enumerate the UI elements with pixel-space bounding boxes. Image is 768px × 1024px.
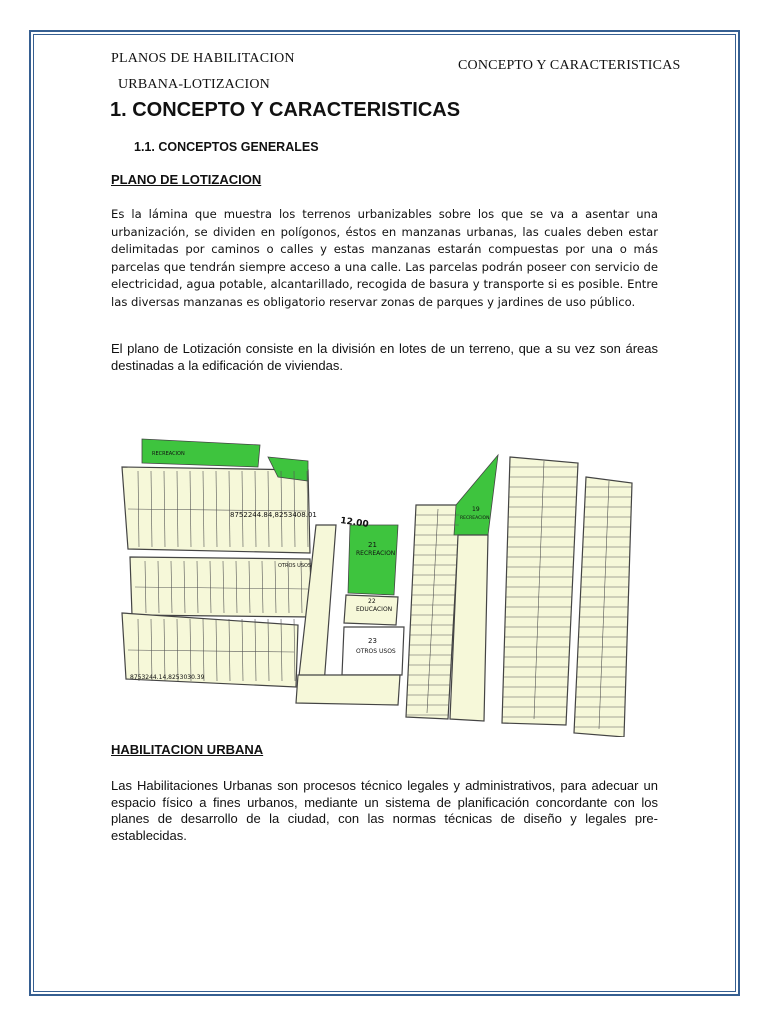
header-left-line2: URBANA-LOTIZACION [118,77,270,92]
label-otros-usos-center: OTROS USOS [356,648,396,655]
section-title: 1. CONCEPTO Y CARACTERISTICAS [110,99,461,121]
label-lot-21: 21 [368,541,377,549]
label-street-width: 12.00 [339,516,370,530]
label-coords-bottom: 8753244.14,8253030.39 [130,674,205,681]
label-coords-top: 8752244.84,8253408.01 [230,511,317,519]
header-left [111,51,371,93]
green-recreacion-mid [348,525,398,595]
label-educacion: EDUCACION [356,606,393,613]
plano-heading: PLANO DE LOTIZACION [111,172,262,187]
plano-paragraph-2: El plano de Lotización consiste en la división en lotes de un terreno, que a su vez son áreas destinadas a la edificación de viviendas. [111,341,658,373]
label-recreacion-mid: RECREACION [356,550,396,557]
label-recreacion-top: RECREACION [152,451,185,457]
habilitacion-heading: HABILITACION URBANA [111,742,264,757]
section-subtitle: 1.1. CONCEPTOS GENERALES [134,140,319,154]
header-left-line1: PLANOS DE HABILITACION [111,51,295,66]
lotization-map-drawing [118,425,634,737]
block-center-bottom [296,675,400,705]
green-recreacion-right [454,455,498,535]
label-recreacion-right: RECREACION [460,516,490,521]
label-lot-22: 22 [368,598,376,605]
habilitacion-paragraph: Las Habilitaciones Urbanas son procesos técnico legales y administrativos, para adecuar un espacio físico a fines urbanos, mediante un sistema de planificación concordante con los planes de desarrollo de la ciudad, con las normas técnicas de diseño y legales pre-establecidas. [111,778,658,843]
label-lot-23: 23 [368,637,377,645]
lotization-map [118,425,634,737]
label-lot-19: 19 [472,506,480,513]
label-otros-usos-left: OTROS USOS [278,563,312,569]
plano-paragraph-1: Es la lámina que muestra los terrenos urbanizables sobre los que se va a asentar una urbanización, se dividen en polígonos, éstos en manzanas urbanas, las cuales deben estar delimitadas por caminos o calles y estas manzanas estarán compuestas por una o más parcelas que tendrán siempre acceso a una calle. Las parcelas podrán poseer con servicio de electricidad, agua potable, alcantarillado, recogida de basura y transporte si es posible. Entre las diversas manzanas es obligatorio reservar zonas de parques y jardines de uso público. [111,207,658,309]
header-right: CONCEPTO Y CARACTERISTICAS [458,58,681,73]
